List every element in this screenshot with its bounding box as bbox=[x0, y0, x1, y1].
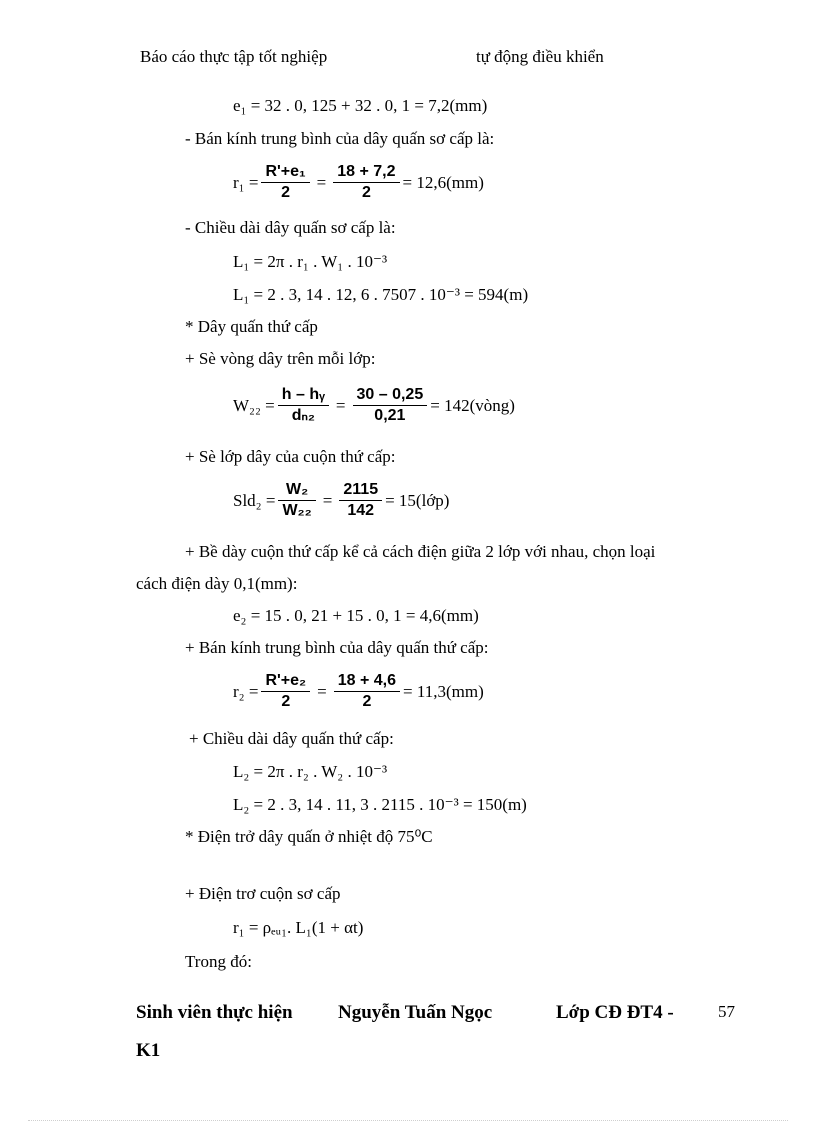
r1-fraction-1 bbox=[261, 162, 309, 203]
W22-f1-numerator: h – hᵧ bbox=[281, 386, 325, 403]
footer-class-cont: K1 bbox=[136, 1040, 161, 1061]
W22-lhs: W₂₂ = bbox=[233, 395, 275, 415]
r-primary-heading: + Điện trơ cuộn sơ cấp bbox=[185, 884, 341, 903]
r1-f2-denominator: 2 bbox=[333, 182, 399, 203]
where-label: Trong đó: bbox=[185, 952, 252, 971]
thickness-line-2: cách điện dày 0,1(mm): bbox=[136, 574, 298, 593]
W22-f1-denominator: dₙ₂ bbox=[278, 405, 329, 426]
r2-fraction-2 bbox=[334, 671, 400, 712]
L1-heading: - Chiều dài dây quấn sơ cấp là: bbox=[185, 218, 396, 237]
r1-lhs: r₁ = bbox=[233, 172, 259, 192]
W22-fraction-1 bbox=[278, 385, 329, 426]
resist-heading: * Điện trở dây quấn ở nhiệt độ 75⁰C bbox=[185, 827, 433, 846]
e1-line: e₁ = 32 . 0, 125 + 32 . 0, 1 = 7,2(mm) bbox=[233, 96, 488, 115]
W22-f2-denominator: 0,21 bbox=[353, 405, 428, 426]
Sld2-equation: Sld₂ = $\frac{\text{W₂}}{\text{W₂₂}}$ = $\frac{2115}{142}$ = 15(lớp) bbox=[233, 481, 450, 519]
Sld2-f1-numerator: W₂ bbox=[286, 481, 309, 498]
r1-heading: - Bán kính trung bình của dây quấn sơ cấp là: bbox=[185, 129, 495, 148]
r-primary-formula: r₁ = ρₑᵤ₁. L₁(1 + αt) bbox=[233, 918, 364, 937]
L2-calc: L₂ = 2 . 3, 14 . 11, 3 . 2115 . 10⁻³ = 150(m) bbox=[233, 795, 527, 814]
W22-heading: + Sè vòng dây trên mỗi lớp: bbox=[185, 349, 376, 368]
r2-f2-denominator: 2 bbox=[334, 691, 400, 712]
L2-heading: + Chiều dài dây quấn thứ cấp: bbox=[189, 729, 394, 748]
r2-equation: r₂ = $\frac{\text{R'+e₂}}{2}$ = $\frac{18 + 4,6}{2}$ = 11,3(mm) bbox=[233, 672, 484, 710]
r2-heading: + Bán kính trung bình của dây quấn thứ cấp: bbox=[185, 638, 489, 657]
r2-f1-numerator: R'+e₂ bbox=[265, 672, 307, 689]
r1-result: = 12,6(mm) bbox=[402, 172, 484, 192]
r1-f1-denominator: 2 bbox=[261, 182, 309, 203]
r2-fraction-1 bbox=[261, 671, 310, 712]
page-number: 57 bbox=[718, 1002, 735, 1021]
Sld2-fraction-2 bbox=[339, 480, 382, 521]
Sld2-f2-numerator: 2115 bbox=[343, 481, 379, 498]
L2-formula: L₂ = 2π . r₂ . W₂ . 10⁻³ bbox=[233, 762, 388, 781]
header-left: Báo cáo thực tập tốt nghiệp bbox=[140, 47, 328, 66]
Sld2-heading: + Sè lớp dây của cuộn thứ cấp: bbox=[185, 447, 396, 466]
r1-fraction-2 bbox=[333, 162, 399, 203]
Sld2-f1-denominator: W₂₂ bbox=[278, 500, 315, 521]
footer-student-label: Sinh viên thực hiện bbox=[136, 1002, 293, 1023]
secondary-heading: * Dây quấn thứ cấp bbox=[185, 317, 318, 336]
L1-calc: L₁ = 2 . 3, 14 . 12, 6 . 7507 . 10⁻³ = 594(m) bbox=[233, 285, 529, 304]
Sld2-result: = 15(lớp) bbox=[385, 490, 450, 510]
r2-f1-denominator: 2 bbox=[261, 691, 310, 712]
W22-f2-numerator: 30 – 0,25 bbox=[356, 386, 424, 403]
e2-line: e₂ = 15 . 0, 21 + 15 . 0, 1 = 4,6(mm) bbox=[233, 606, 479, 625]
W22-result: = 142(vòng) bbox=[430, 395, 515, 415]
footer-class-label: Lớp CĐ ĐT4 - bbox=[556, 1002, 674, 1023]
Sld2-lhs: Sld₂ = bbox=[233, 490, 276, 510]
Sld2-fraction-1 bbox=[278, 480, 315, 521]
r2-f2-numerator: 18 + 4,6 bbox=[337, 672, 397, 689]
header-right: tự động điều khiển bbox=[476, 47, 604, 66]
W22-fraction-2 bbox=[353, 385, 428, 426]
thickness-line-1: + Bề dày cuộn thứ cấp kể cả cách điện giữa 2 lớp với nhau, chọn loại bbox=[185, 542, 656, 561]
L1-formula: L₁ = 2π . r₁ . W₁ . 10⁻³ bbox=[233, 252, 388, 271]
footer-student-name: Nguyễn Tuấn Ngọc bbox=[338, 1002, 493, 1023]
r2-result: = 11,3(mm) bbox=[403, 681, 484, 701]
r1-equation: r₁ = $\frac{\text{R'+e₁}}{2}$ = $\frac{18 + 7,2}{2}$ = 12,6(mm) bbox=[233, 163, 484, 201]
bottom-divider bbox=[28, 1120, 788, 1121]
r1-f2-numerator: 18 + 7,2 bbox=[337, 163, 396, 180]
W22-equation: W₂₂ = $\frac{\text{h – hᵧ}}{\text{dₙ₂}}$ = $\frac{30 - 0,25}{0,21}$ = 142(vòng) bbox=[233, 386, 515, 424]
Sld2-f2-denominator: 142 bbox=[339, 500, 382, 521]
r1-f1-numerator: R'+e₁ bbox=[265, 163, 306, 180]
r2-lhs: r₂ = bbox=[233, 681, 259, 701]
